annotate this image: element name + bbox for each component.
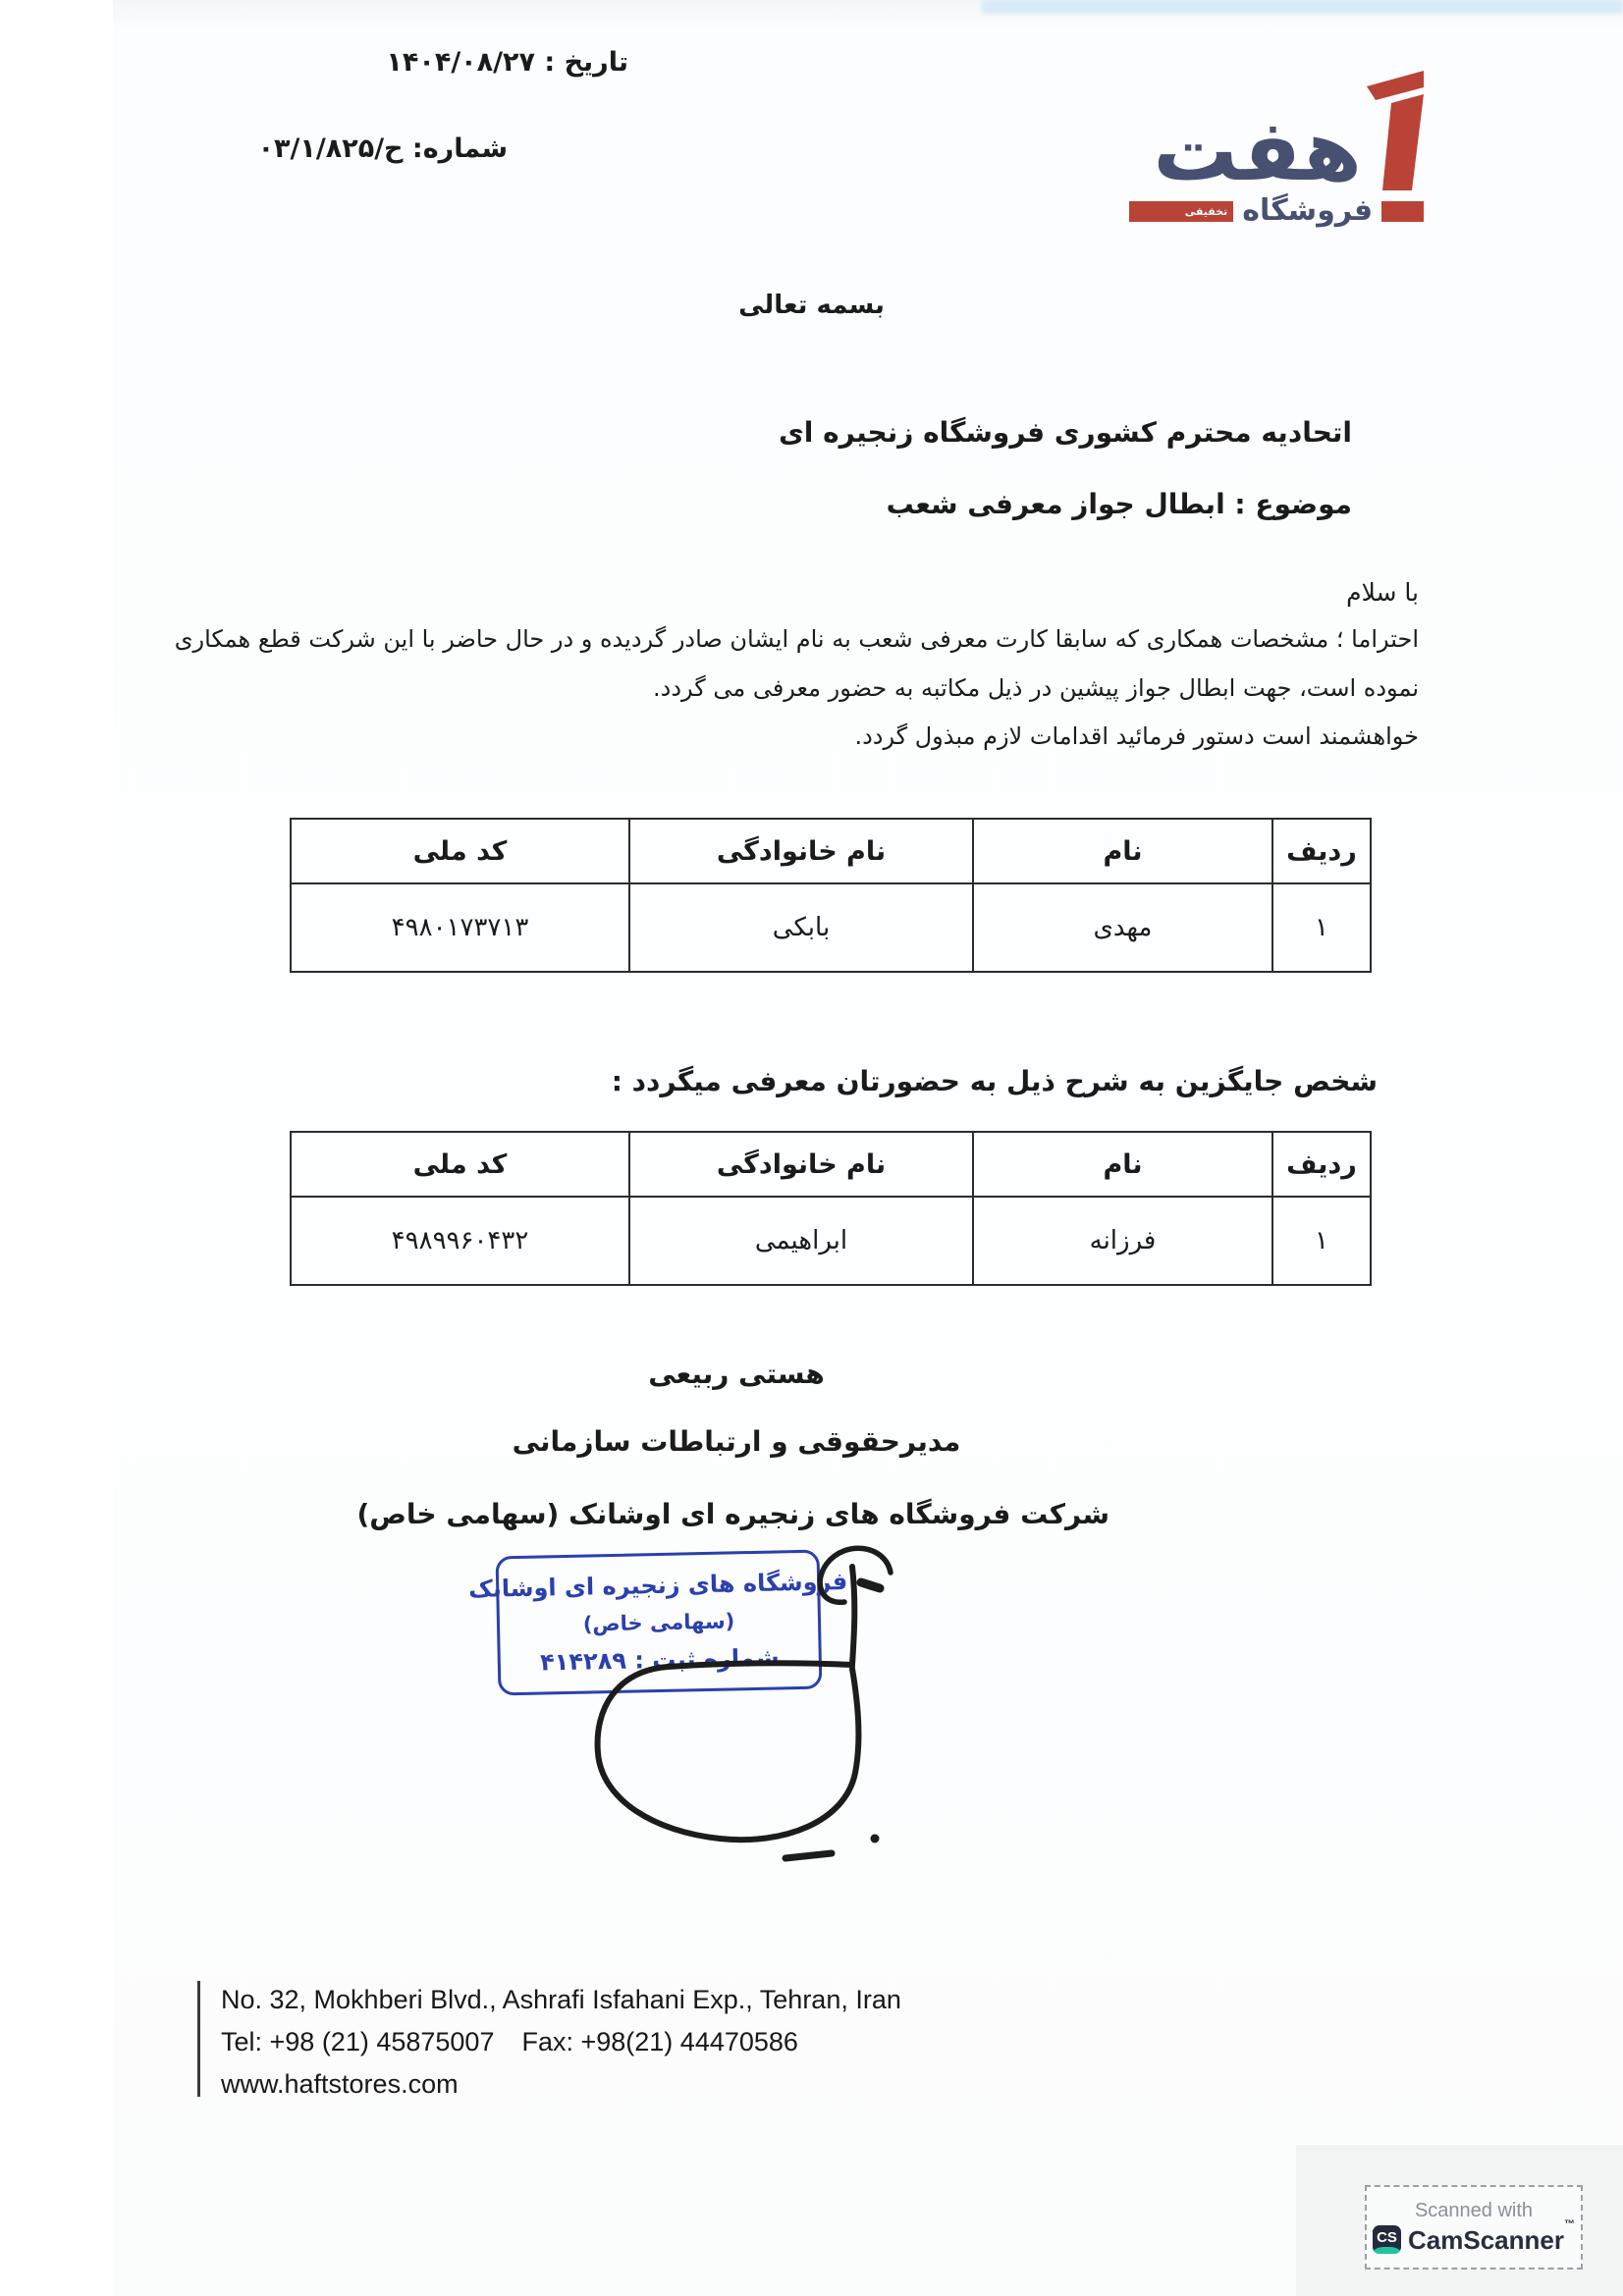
table-row [291, 1197, 1371, 1285]
trademark-symbol: ™ [1563, 2217, 1575, 2230]
camscanner-brand-label [1408, 2217, 1575, 2255]
replacement-heading: شخص جایگزین به شرح ذیل به حضورتان معرفی میگردد : [611, 1065, 1378, 1097]
replacement-member-table [290, 1131, 1372, 1286]
number-label: شماره: [411, 133, 508, 164]
scanned-with-label: Scanned with [1414, 2200, 1534, 2221]
table-header-row [291, 1132, 1371, 1197]
subject-line: موضوع : ابطال جواز معرفی شعب [886, 488, 1352, 520]
red-block-icon [1381, 201, 1424, 222]
letter-date-line [386, 47, 628, 78]
stamp-company-type: (سهامی خاص) [582, 1609, 735, 1636]
haft-logo-top-row [1129, 71, 1424, 200]
col-header-last-name: نام خانوادگی [629, 1132, 973, 1197]
footer-tel-fax [221, 2027, 798, 2057]
body-line-3: خواهشمند است دستور فرمائید اقدامات لازم مبذول گردد. [854, 722, 1419, 750]
camscanner-brand-row [1373, 2217, 1575, 2255]
number-value: ۰۳/۱/ح/۸۲۵ [257, 133, 404, 164]
cell-row-number: ۱ [1272, 883, 1371, 972]
discount-label: تخفیفی [1184, 204, 1228, 218]
haft-logo-bottom-row [1129, 193, 1424, 228]
recipient-line: اتحادیه محترم کشوری فروشگاه زنجیره ای [779, 416, 1352, 449]
cell-first-name: فرزانه [973, 1197, 1272, 1285]
table-row [291, 883, 1371, 972]
signature-dot [871, 1835, 880, 1843]
date-label: تاریخ : [544, 47, 628, 78]
cell-last-name: بابکی [629, 883, 973, 972]
camscanner-icon [1373, 2225, 1401, 2254]
camscanner-watermark [1365, 2185, 1583, 2269]
scan-artifact [982, 0, 1623, 14]
stamp-company-name: فروشگاه های زنجیره ای اوشانک [467, 1567, 848, 1604]
store-label: فروشگاه [1242, 193, 1374, 228]
col-header-first-name: نام [973, 819, 1272, 883]
seven-icon [1367, 71, 1424, 190]
signatory-company: شرکت فروشگاه های زنجیره ای اوشانک (سهامی خاص) [356, 1498, 1109, 1530]
cell-national-id: ۴۹۸۰۱۷۳۷۱۳ [291, 883, 629, 972]
cell-row-number: ۱ [1272, 1197, 1371, 1285]
stamp-registration-number: شماره ثبت : ۴۱۴۲۸۹ [539, 1643, 780, 1677]
cell-first-name: مهدی [973, 883, 1272, 972]
col-header-row-number: ردیف [1272, 819, 1371, 883]
camscanner-icon-label: CS [1377, 2228, 1397, 2246]
cell-last-name: ابراهیمی [629, 1197, 973, 1285]
discount-bar-icon [1129, 201, 1233, 222]
cell-national-id: ۴۹۸۹۹۶۰۴۳۲ [291, 1197, 629, 1285]
signatory-name: هستی ربیعی [648, 1358, 825, 1390]
haft-wordmark: هفت [1153, 101, 1362, 200]
footer-tel: Tel: +98 (21) 45875007 [221, 2027, 495, 2056]
letter-number-line [258, 133, 508, 164]
handwritten-signature [545, 1531, 1105, 1963]
col-header-row-number: ردیف [1272, 1132, 1371, 1197]
bismillah-line: بسمه تعالی [738, 291, 885, 320]
footer-address: No. 32, Mokhberi Blvd., Ashrafi Isfahani Exp., Tehran, Iran [221, 1985, 901, 2014]
col-header-first-name: نام [973, 1132, 1272, 1197]
footer-website: www.haftstores.com [221, 2069, 459, 2099]
footer-divider [197, 1981, 200, 2097]
salutation-line: با سلام [1346, 578, 1419, 607]
camscanner-brand-text: CamScanner [1408, 2224, 1564, 2255]
col-header-national-id: کد ملی [291, 819, 629, 883]
camscanner-icon-teal-swoosh [1373, 2247, 1401, 2254]
col-header-national-id: کد ملی [291, 1132, 629, 1197]
cancelled-member-table [290, 818, 1372, 973]
footer-fax: Fax: +98(21) 44470586 [521, 2027, 798, 2056]
signatory-title: مدیرحقوقی و ارتباطات سازمانی [512, 1425, 961, 1458]
body-line-2: نموده است، جهت ابطال جواز پیشین در ذیل مکاتبه به حضور معرفی می گردد. [653, 674, 1419, 702]
table-header-row [291, 819, 1371, 883]
body-line-1: احتراما ؛ مشخصات همکاری که سابقا کارت معرفی شعب به نام ایشان صادر گردیده و در حال حاضر با این شرکت قطع همکاری [174, 625, 1419, 653]
haft-logo [1129, 71, 1424, 226]
col-header-last-name: نام خانوادگی [629, 819, 973, 883]
date-value: ۱۴۰۴/۰۸/۲۷ [386, 47, 535, 78]
